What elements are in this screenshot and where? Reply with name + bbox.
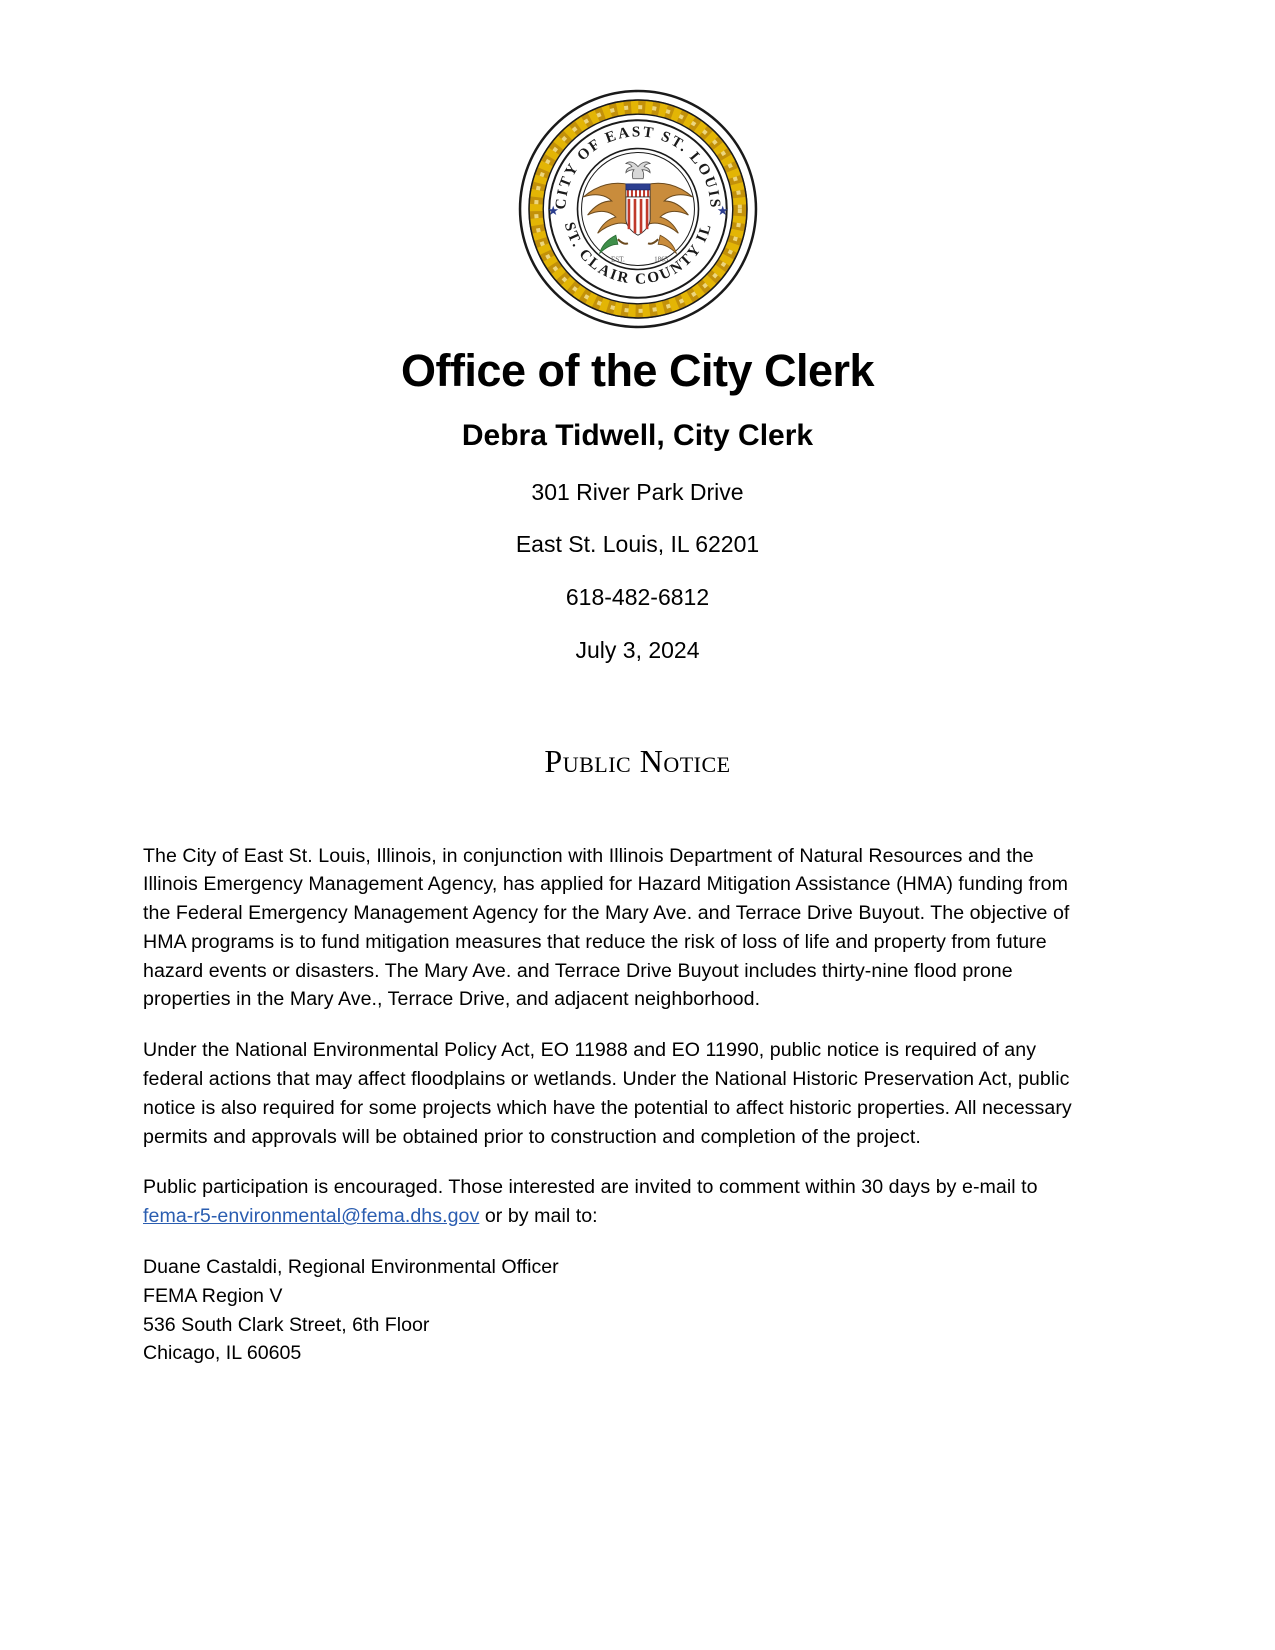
paragraph-legal-requirements: Under the National Environmental Policy Act, EO 11988 and EO 11990, public notice is required of any federal actions that may affect floodplains or wetlands. Under the National Historic Preservation Act, public notice is also required for some projects which have the potential to affect historic properties. All necessary permits and approvals will be obtained prior to construction and completion of the project. [143, 1039, 1072, 1148]
office-street-address: 301 River Park Drive [531, 478, 744, 505]
seal-right-star-icon: ★ [716, 203, 729, 219]
participation-lead-text: Public participation is encouraged. Those interested are invited to comment within 30 days by e-mail to [143, 1176, 1038, 1199]
seal-est-label: EST. [610, 255, 625, 264]
mail-region: FEMA Region V [143, 1284, 283, 1307]
mail-street: 536 South Clark Street, 6th Floor [143, 1313, 430, 1336]
seal-container [0, 0, 1275, 330]
fema-email-link[interactable]: fema-r5-environmental@fema.dhs.gov [143, 1205, 480, 1228]
clerk-name: Debra Tidwell, City Clerk [461, 418, 814, 452]
paragraph-public-participation [143, 1173, 1093, 1231]
seal-bottom-text: ST. CLAIR COUNTY IL [560, 220, 715, 288]
office-phone: 618-482-6812 [565, 584, 710, 610]
notice-date: July 3, 2024 [575, 636, 700, 663]
seal-top-text: CITY OF EAST ST. LOUIS [552, 124, 723, 211]
office-city-state-zip: East St. Louis, IL 62201 [515, 531, 760, 558]
notice-body [143, 842, 1093, 1369]
page-title: Office of the City Clerk [400, 345, 875, 396]
mail-recipient-name: Duane Castaldi, Regional Environmental Officer [143, 1256, 559, 1279]
mailing-address-block [143, 1253, 1093, 1368]
seal-year-label: 1865 [653, 255, 668, 264]
paragraph-project-description: The City of East St. Louis, Illinois, in conjunction with Illinois Department of Natural Resources and the Illinois Emergency Management Agency, has applied for Hazard Mitigation Assistance (HMA) funding from the Federal Emergency Management Agency for the Mary Ave. and Terrace Drive Buyout. The objective of HMA programs is to fund mitigation measures that reduce the risk of loss of life and property from future hazard events or disasters. The Mary Ave. and Terrace Drive Buyout includes thirty-nine flood prone properties in the Mary Ave., Terrace Drive, and adjacent neighborhood. [143, 844, 1070, 1011]
seal-left-star-icon: ★ [546, 203, 559, 219]
mail-city-state-zip: Chicago, IL 60605 [143, 1342, 302, 1365]
notice-heading: Public Notice [544, 742, 731, 779]
city-seal-icon [517, 88, 759, 330]
participation-trail-text: or by mail to: [479, 1205, 598, 1228]
letterhead [0, 346, 1275, 665]
